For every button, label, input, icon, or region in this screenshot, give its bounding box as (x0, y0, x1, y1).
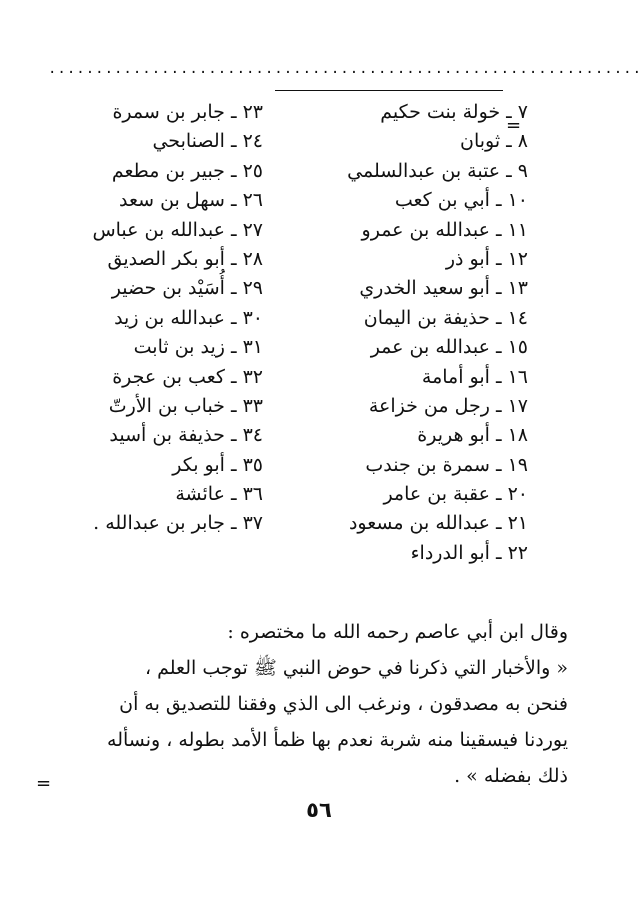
list-item: ٣٥ ـ أبو بكر (172, 453, 263, 476)
list-item: ٣٠ ـ عبدالله بن زيد (114, 306, 263, 329)
list-item: ١٢ ـ أبو ذر (445, 247, 528, 270)
header-rule (275, 90, 503, 91)
list-item: ١٥ ـ عبدالله بن عمر (370, 336, 528, 359)
list-item: ١٣ ـ أبو سعيد الخدري (359, 277, 528, 300)
narrator-list-right (298, 98, 528, 568)
list-item: ٣٦ ـ عائشة (175, 483, 263, 506)
list-item: ٢٩ ـ أُسَيْد بن حضير (111, 277, 263, 300)
list-item: ٢٨ ـ أبو بكر الصديق (107, 247, 263, 270)
list-item: ٢٢ ـ أبو الدرداء (410, 541, 528, 564)
list-item: ١٤ ـ حذيفة بن اليمان (363, 306, 528, 329)
list-item: ١١ ـ عبدالله بن عمرو (361, 218, 528, 241)
page-number: ٥٦ (306, 798, 332, 822)
list-item: ١٨ ـ أبو هريرة (417, 424, 528, 447)
quote-line-4: ذلك بفضله » . (454, 765, 568, 787)
list-item: ٨ ـ ثوبان (460, 130, 528, 153)
list-item: ٣٣ ـ خباب بن الأرتّ (108, 394, 263, 417)
quote-line-2: فنحن به مصدقون ، ونرغب الى الذي وفقنا للتصديق به أن (119, 693, 568, 715)
list-item: ٢٤ ـ الصنابحي (152, 130, 263, 153)
narrator-list-left (28, 98, 263, 539)
list-item: ٢٦ ـ سهل بن سعد (118, 189, 263, 212)
list-item: ٧ ـ خولة بنت حكيم (380, 101, 528, 123)
intro-line: وقال ابن أبي عاصم رحمه الله ما مختصره : (227, 621, 568, 643)
list-item: ٢٥ ـ جبير بن مطعم (111, 159, 263, 182)
list-item: ٣١ ـ زيد بن ثابت (133, 336, 263, 359)
list-item: ١٧ ـ رجل من خزاعة (368, 394, 528, 417)
list-item: ١٦ ـ أبو أمامة (421, 365, 528, 388)
list-item: ١٩ ـ سمرة بن جندب (365, 453, 528, 476)
list-item: ١٠ ـ أبي بن كعب (394, 189, 528, 212)
margin-mark-lower: = (36, 773, 52, 794)
margin-mark-upper: = (506, 115, 522, 136)
list-item: ٩ ـ عتبة بن عبدالسلمي (347, 159, 528, 182)
quote-line-3: يوردنا فيسقينا منه شربة نعدم بها ظمأ الأمد بطوله ، ونسأله (107, 729, 568, 751)
list-item: ٢٧ ـ عبدالله بن عباس (92, 218, 263, 241)
quote-line-1: « والأخبار التي ذكرنا في حوض النبي ﷺ توجب العلم ، (144, 657, 568, 679)
list-item: ٣٧ ـ جابر بن عبدالله . (93, 512, 263, 535)
list-item: ٢٣ ـ جابر بن سمرة (112, 101, 263, 123)
list-item: ٣٤ ـ حذيفة بن أسيد (109, 424, 263, 447)
header-dotted-line: ............................................................... (48, 61, 642, 77)
list-item: ٢١ ـ عبدالله بن مسعود (348, 512, 528, 535)
list-item: ٢٠ ـ عقبة بن عامر (383, 483, 528, 506)
list-item: ٣٢ ـ كعب بن عجرة (112, 365, 263, 388)
